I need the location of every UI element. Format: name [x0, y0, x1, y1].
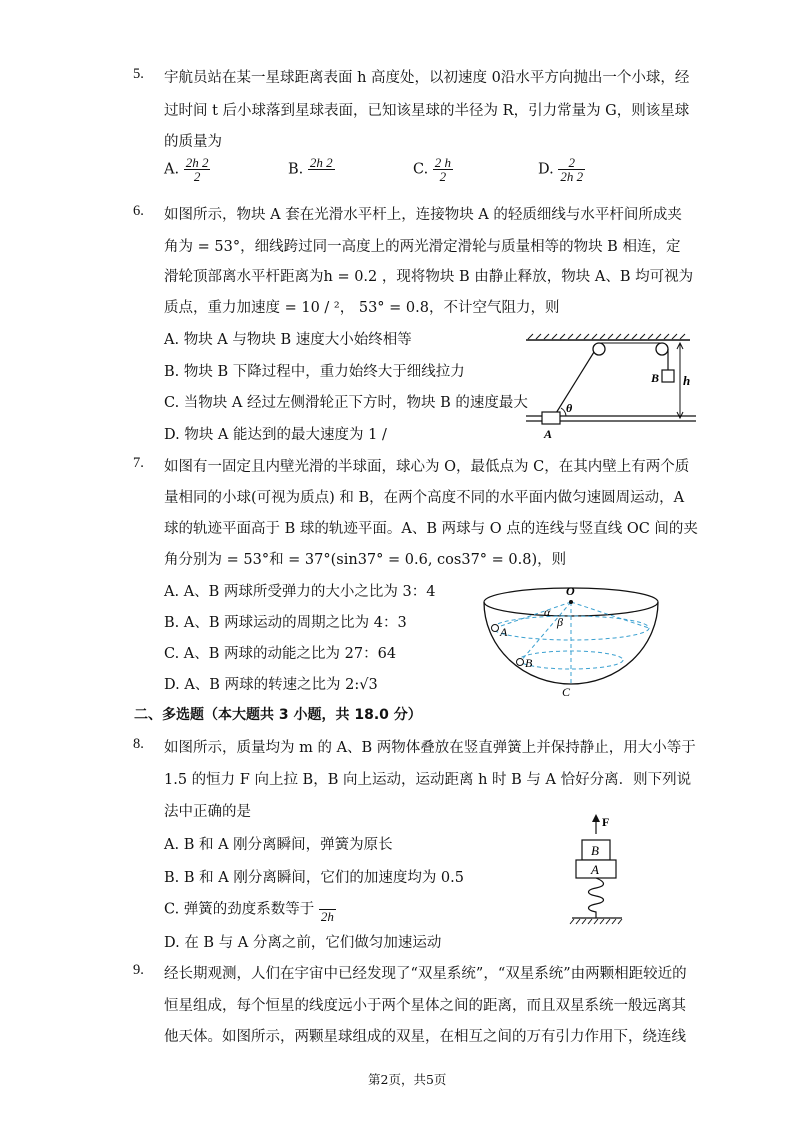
q9-number: 9.: [133, 962, 144, 978]
label-b: B: [525, 656, 533, 670]
q8-option-a: A. B 和 A 刚分离瞬间，弹簧为原长: [164, 837, 393, 853]
q9-line1: 经长期观测，人们在宇宙中已经发现了“双星系统”，“双星系统”由两颗相距较近的: [164, 966, 687, 982]
denominator: 2: [193, 169, 201, 184]
numerator: [319, 896, 336, 910]
q5-number: 5.: [133, 66, 144, 82]
center-o: [569, 600, 573, 604]
q7-line3: 球的轨迹平面高于 B 球的轨迹平面。A、B 两球与 O 点的连线与竖直线 OC 间的夹: [164, 521, 698, 537]
denominator: 2h 2: [560, 169, 584, 184]
q7-line1: 如图有一固定且内壁光滑的半球面，球心为 O，最低点为 C，在其内壁上有两个质: [164, 459, 690, 475]
q5-option-b: [288, 156, 335, 183]
q8-line2: 1.5 的恒力 F 向上拉 B，B 向上运动，运动距离 h 时 B 与 A 恰好分离．则下列说: [164, 772, 692, 788]
label-a: A: [500, 625, 508, 639]
fraction: [184, 156, 211, 183]
label-beta: β: [557, 615, 563, 629]
label-o: O: [566, 584, 575, 598]
q6-option-b: B. 物块 B 下降过程中，重力始终大于细线拉力: [164, 364, 465, 380]
label-b: B: [651, 371, 660, 385]
q7-number: 7.: [133, 455, 144, 471]
label-b: B: [591, 843, 599, 858]
q8-option-c: [164, 896, 336, 923]
q8-option-d: D. 在 B 与 A 分离之前，它们做匀加速运动: [164, 935, 442, 951]
hemisphere-outline: [484, 602, 658, 684]
numerator: 2: [558, 156, 585, 170]
ball-a: [492, 625, 499, 632]
q5-option-c: [413, 156, 453, 183]
fraction: [433, 156, 453, 183]
q7-figure: [478, 580, 664, 700]
q5-line2: 过时间 t 后小球落到星球表面，已知该星球的半径为 R，引力常量为 G，则该星球: [164, 103, 690, 119]
option-label: C.: [413, 161, 429, 178]
page-footer: 第2页，共5页: [368, 1072, 447, 1087]
q5-option-a: [164, 156, 210, 183]
ceiling-hatch: [528, 334, 685, 339]
ground-hatch: [570, 919, 622, 924]
option-label: D.: [538, 161, 554, 178]
force-arrowhead: [592, 814, 600, 822]
q6-line2: 角为 = 53°，细线跨过同一高度上的两光滑定滑轮与质量相等的物块 B 相连，定: [164, 239, 681, 255]
label-theta: θ: [566, 401, 573, 415]
denominator: 2h: [320, 909, 334, 924]
q6-line1: 如图所示，物块 A 套在光滑水平杆上，连接物块 A 的轻质细线与水平杆间所成夹: [164, 207, 682, 223]
fraction: [558, 156, 585, 183]
left-pulley: [593, 343, 605, 355]
option-label: B.: [288, 161, 304, 178]
denominator: [308, 170, 335, 183]
block-a: [542, 412, 560, 424]
numerator: 2 h: [434, 155, 452, 170]
q6-number: 6.: [133, 203, 144, 219]
spring: [589, 878, 604, 918]
q8-line3: 法中正确的是: [164, 804, 251, 820]
label-h: h: [683, 373, 691, 388]
section-heading: 二、多选题（本大题共 3 小题，共 18.0 分）: [134, 707, 422, 723]
q6-option-c: C. 当物块 A 经过左侧滑轮正下方时，物块 B 的速度最大: [164, 395, 528, 411]
option-text: C. 弹簧的劲度系数等于: [164, 901, 315, 918]
q5-option-d: [538, 156, 585, 183]
label-a: A: [591, 862, 599, 877]
q5-line1: 宇航员站在某一星球距离表面 h 高度处，以初速度 0沿水平方向抛出一个小球，经: [164, 70, 690, 86]
q6-figure: [520, 330, 700, 440]
label-c: C: [562, 685, 571, 699]
q7-option-a: A. A、B 两球所受弹力的大小之比为 3：4: [164, 584, 436, 600]
q8-figure: [560, 812, 640, 928]
label-f: F: [602, 815, 610, 829]
q7-line2: 量相同的小球(可视为质点) 和 B，在两个高度不同的水平面内做匀速圆周运动，A: [164, 490, 685, 506]
denominator: 2: [439, 169, 447, 184]
q6-option-d: D. 物块 A 能达到的最大速度为 1 /: [164, 427, 387, 443]
q9-line3: 他天体。如图所示，两颗星球组成的双星，在相互之间的万有引力作用下，绕连线: [164, 1029, 686, 1045]
numerator: 2h 2: [185, 155, 209, 170]
q9-line2: 恒星组成，每个恒星的线度远小于两个星体之间的距离，而且双星系统一般远离其: [164, 998, 686, 1014]
q6-option-a: A. 物块 A 与物块 B 速度大小始终相等: [164, 332, 412, 348]
option-label: A.: [164, 161, 180, 178]
q7-option-d: D. A、B 两球的转速之比为 2:√3: [164, 677, 378, 693]
fraction: [319, 896, 336, 923]
fraction: [308, 156, 335, 183]
q8-option-b: B. B 和 A 刚分离瞬间，它们的加速度均为 0.5: [164, 870, 464, 886]
q8-number: 8.: [133, 736, 144, 752]
q6-line3: 滑轮顶部离水平杆距离为h = 0.2 ，现将物块 B 由静止释放，物块 A、B 均可视为: [164, 269, 694, 285]
q5-line3: 的质量为: [164, 134, 222, 150]
block-b: [662, 370, 674, 382]
q7-option-b: B. A、B 两球运动的周期之比为 4：3: [164, 615, 407, 631]
q7-option-c: C. A、B 两球的动能之比为 27：64: [164, 646, 397, 662]
q8-line1: 如图所示，质量均为 m 的 A、B 两物体叠放在竖直弹簧上并保持静止，用大小等于: [164, 740, 696, 756]
label-a: A: [544, 427, 553, 440]
ball-b: [517, 659, 524, 666]
q6-line4: 质点，重力加速度 = 10 / ²， 53° = 0.8，不计空气阻力，则: [164, 300, 560, 316]
string-to-a: [553, 352, 594, 418]
label-alpha: α: [544, 605, 551, 619]
q7-line4: 角分别为 = 53°和 = 37°(sin37° = 0.6, cos37° = 0.8)，则: [164, 552, 567, 568]
right-pulley: [656, 343, 668, 355]
numerator: 2h 2: [309, 155, 333, 170]
